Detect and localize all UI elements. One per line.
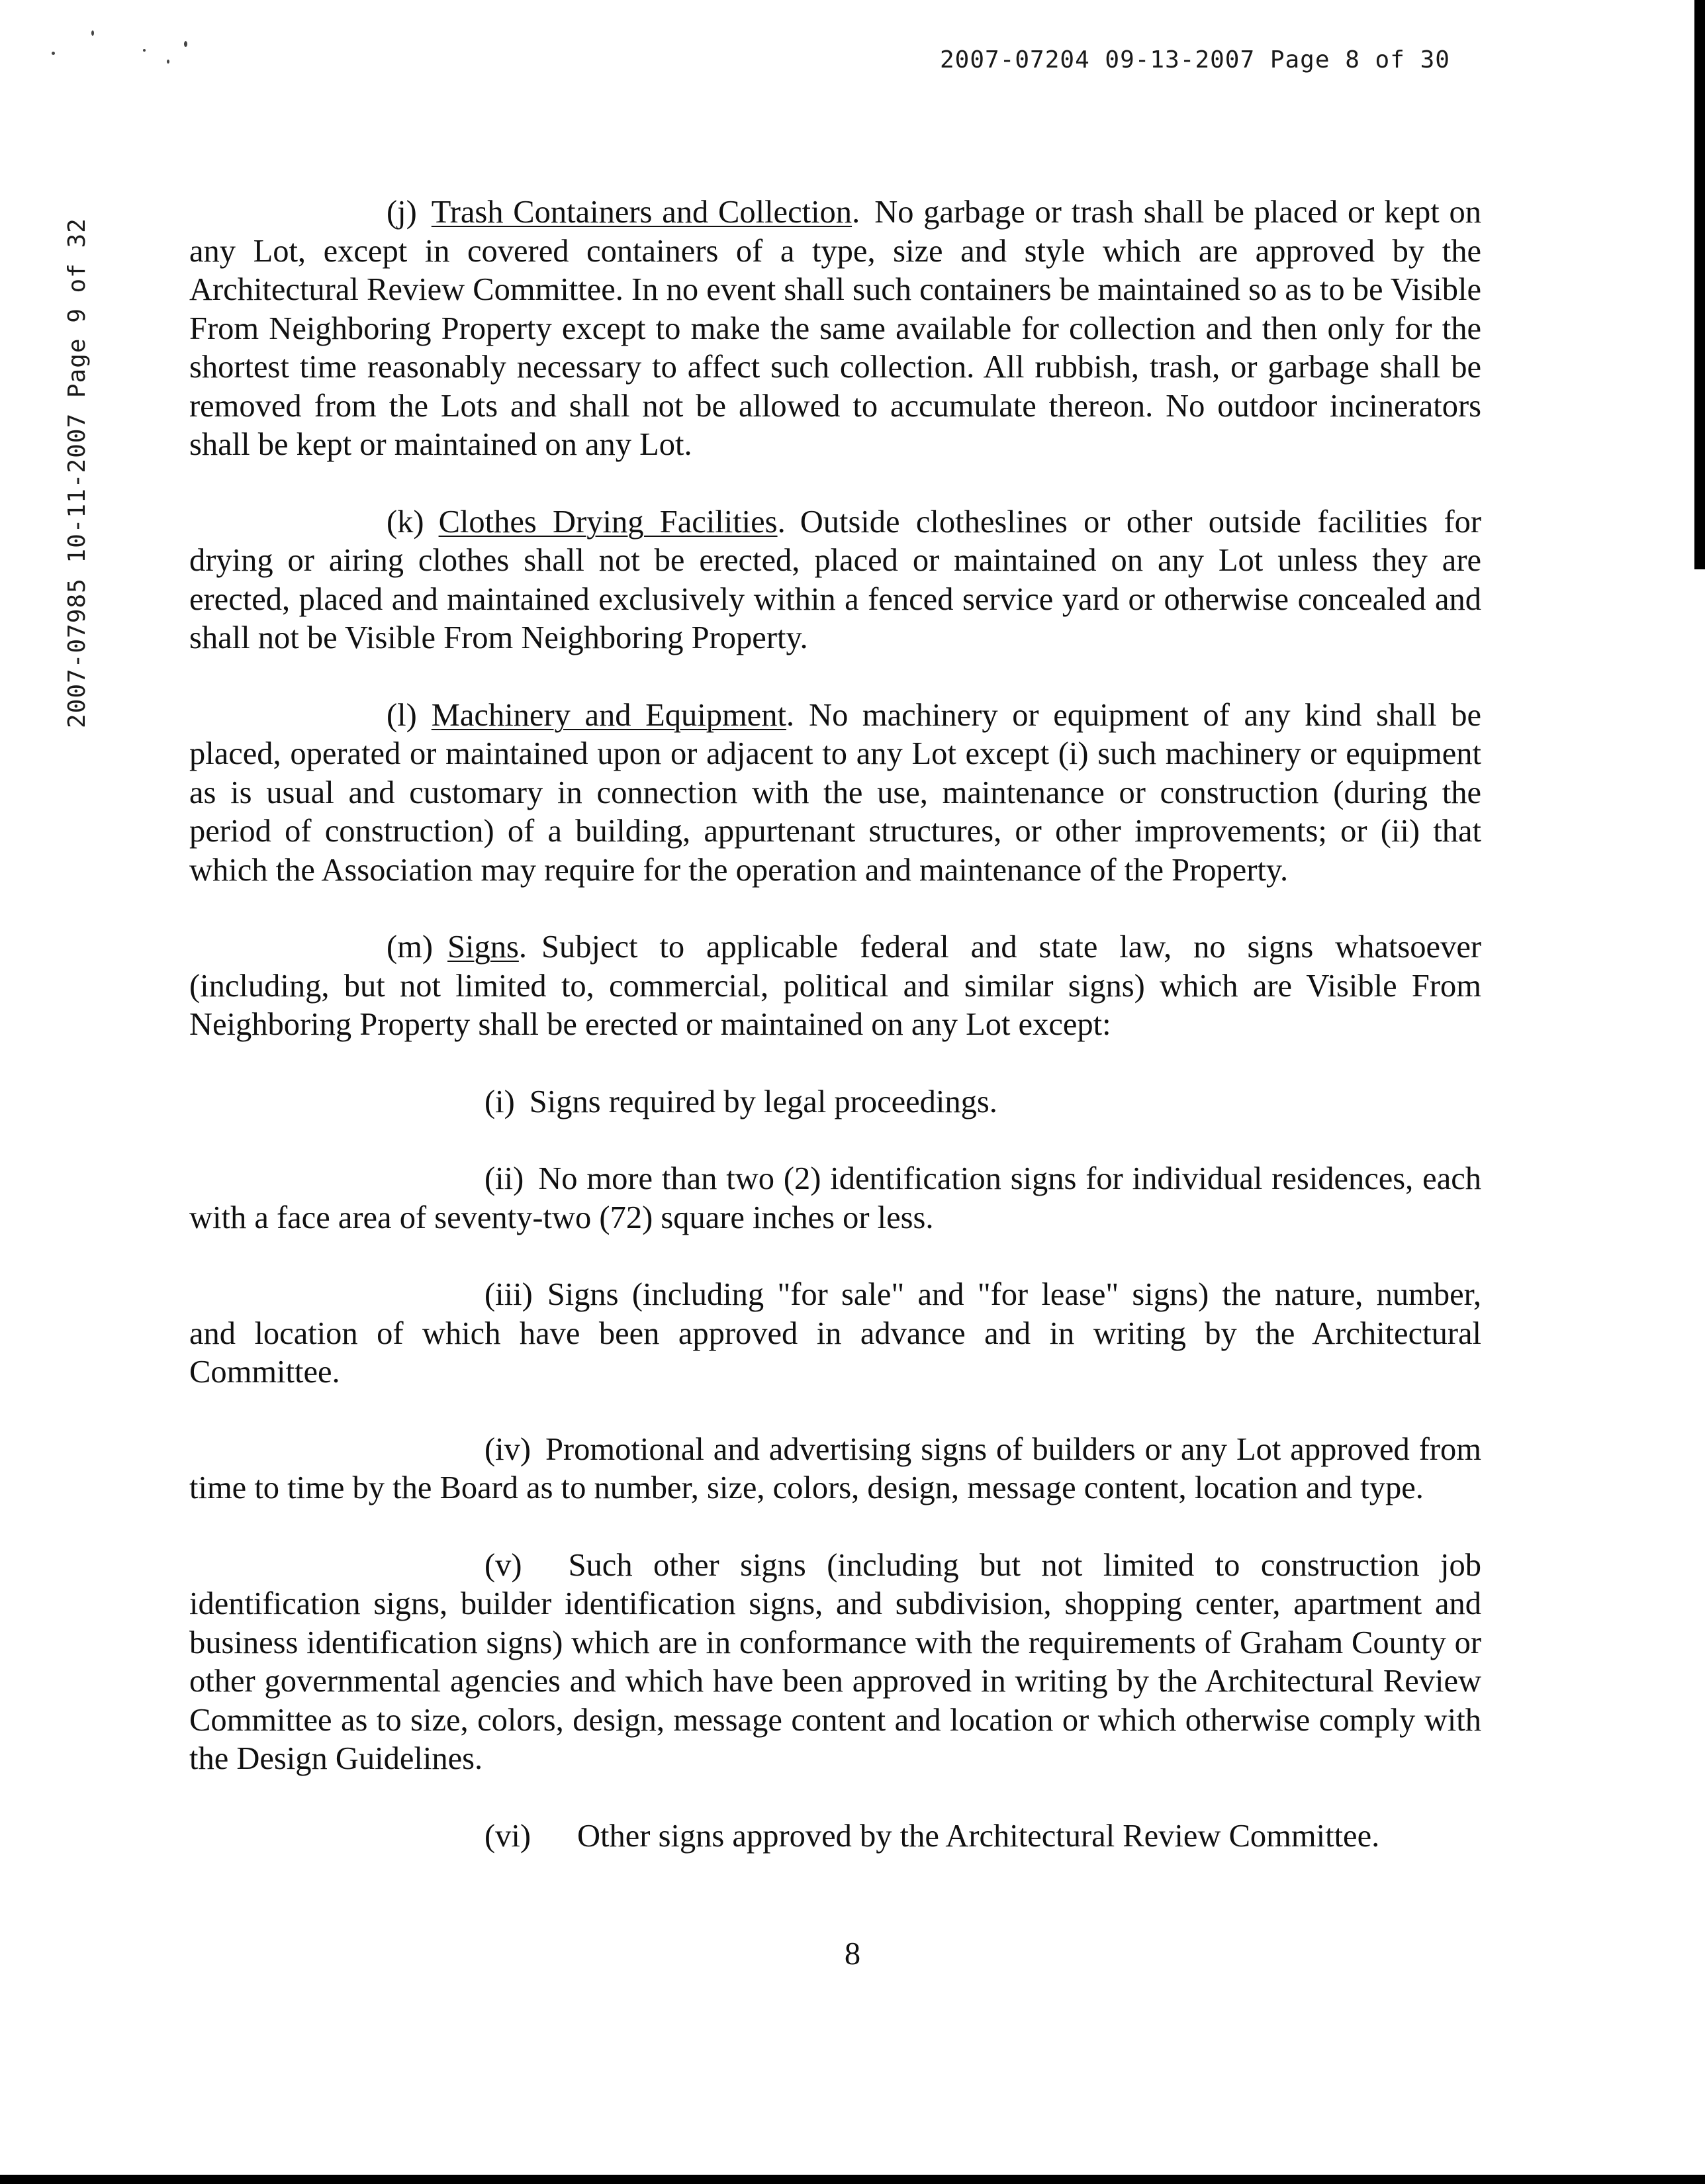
item-marker: (v)	[484, 1547, 522, 1583]
item-text: Signs required by legal proceedings.	[529, 1084, 997, 1119]
item-marker: (i)	[484, 1084, 515, 1119]
item-marker: (iii)	[484, 1277, 533, 1312]
scan-edge-right	[1694, 0, 1705, 569]
item-marker: (iv)	[484, 1431, 531, 1467]
sign-item-ii	[189, 1160, 1481, 1237]
section-marker: (k)	[387, 504, 424, 540]
section-j: (j) Trash Containers and Collection. No garbage or trash shall be placed or kept on any Lot, except in covered containers of a type, size and style which are approved by the Architectural Review Committee. In no event shall such containers be maintained so as to be Visible From Neighboring Property except to make the same available for collection and then only for the shortest time reasonably necessary to affect such collection. All rubbish, trash, or garbage shall be removed from the Lots and shall not be allowed to accumulate thereon. No outdoor incinerators shall be kept or maintained on any Lot.	[189, 195, 1481, 462]
sign-item-vi	[484, 1817, 1481, 1856]
scan-speck	[184, 41, 187, 47]
section-heading: Clothes Drying Facilities	[438, 504, 778, 540]
item-marker: (ii)	[484, 1161, 524, 1196]
section-body: Subject to applicable federal and state law, no signs whatsoever (including, but not limited to, commercial, political and similar signs) which are Visible From Neighboring Property shall be erected or maintained on any Lot except:	[189, 929, 1481, 1042]
scan-speck	[91, 30, 94, 36]
item-text: Other signs approved by the Architectural Review Committee.	[577, 1818, 1380, 1854]
section-heading: Signs	[447, 929, 519, 965]
section-body: No machinery or equipment of any kind shall be placed, operated or maintained upon or adjacent to any Lot except (i) such machinery or equipment as is usual and customary in connection with the use, maintenance or construction (during the period of construction) of a building, appurtenant structures, or other improvements; or (ii) that which the Association may require for the operation and maintenance of the Property.	[189, 697, 1481, 888]
section-marker: (l)	[387, 697, 417, 733]
scan-speck	[52, 52, 55, 55]
scan-edge-bottom	[0, 2175, 1705, 2184]
document-body	[189, 193, 1481, 1894]
section-m: (m) Signs. Subject to applicable federal and state law, no signs whatsoever (including, but not limited to, commercial, political and similar signs) which are Visible From Neighboring Property shall be erected or maintained on any Lot except:	[189, 929, 1481, 1042]
sign-item-iii	[189, 1276, 1481, 1392]
item-text: No more than two (2) identification signs for individual residences, each with a face area of seventy-two (72) square inches or less.	[189, 1161, 1481, 1235]
item-text: Such other signs (including but not limited to construction job identification signs, builder identification signs, and subdivision, shopping center, apartment and business identification signs) which are in conformance with the requirements of Graham County or other governmental agencies and which have been approved in writing by the Architectural Review Committee as to size, colors, design, message content and location or which otherwise comply with the Design Guidelines.	[189, 1547, 1481, 1776]
section-body: No garbage or trash shall be placed or kept on any Lot, except in covered containers of a type, size and style which are approved by the Architectural Review Committee. In no event shall such containers be maintained so as to be Visible From Neighboring Property except to make the same available for collection and then only for the shortest time reasonably necessary to affect such collection. All rubbish, trash, or garbage shall be removed from the Lots and shall not be allowed to accumulate thereon. No outdoor incinerators shall be kept or maintained on any Lot.	[189, 195, 1481, 462]
scan-speck	[167, 60, 169, 64]
section-marker: (j)	[387, 195, 417, 230]
item-text: Promotional and advertising signs of builders or any Lot approved from time to time by the Board as to number, size, colors, design, message content, location and type.	[189, 1431, 1481, 1505]
sign-item-iv	[189, 1431, 1481, 1508]
recording-stamp-side: 2007-07985 10-11-2007 Page 9 of 32	[64, 218, 91, 728]
sign-item-v	[189, 1546, 1481, 1779]
section-body: Outside clotheslines or other outside facilities for drying or airing clothes shall not be erected, placed or maintained on any Lot unless they are erected, placed and maintained exclusively within a fenced service yard or otherwise concealed and shall not be Visible From Neighboring Property.	[189, 504, 1481, 655]
section-heading: Machinery and Equipment	[431, 697, 786, 733]
section-marker: (m)	[387, 929, 434, 965]
scan-speck	[143, 49, 146, 52]
section-k: (k) Clothes Drying Facilities. Outside clotheslines or other outside facilities for drying or airing clothes shall not be erected, placed or maintained on any Lot unless they are erected, placed and maintained exclusively within a fenced service yard or otherwise concealed and shall not be Visible From Neighboring Property.	[189, 504, 1481, 655]
item-text: Signs (including "for sale" and "for lease" signs) the nature, number, and location of which have been approved in advance and in writing by the Architectural Committee.	[189, 1277, 1481, 1390]
page-number: 8	[844, 1936, 861, 1971]
item-marker: (vi)	[484, 1818, 531, 1854]
section-l: (l) Machinery and Equipment. No machinery or equipment of any kind shall be placed, operated or maintained upon or adjacent to any Lot except (i) such machinery or equipment as is usual and customary in connection with the use, maintenance or construction (during the period of construction) of a building, appurtenant structures, or other improvements; or (ii) that which the Association may require for the operation and maintenance of the Property.	[189, 697, 1481, 888]
recording-stamp-top: 2007-07204 09-13-2007 Page 8 of 30	[940, 46, 1450, 73]
section-heading: Trash Containers and Collection	[431, 195, 852, 230]
sign-item-i	[484, 1083, 1481, 1122]
